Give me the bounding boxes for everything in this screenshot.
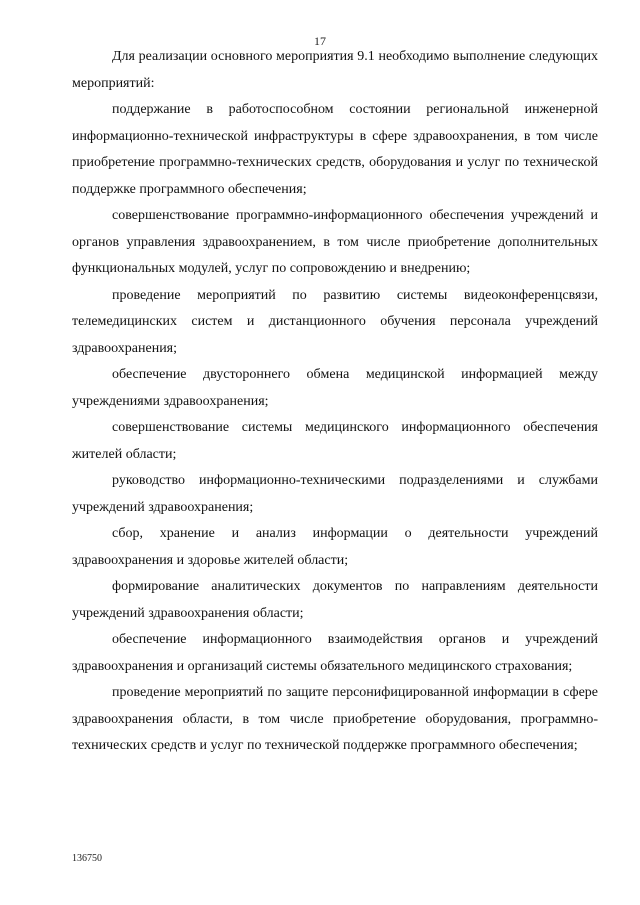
paragraph-item: поддержание в работоспособном состоянии региональной инженерной информационно-технической инфраструктуры в сфере здравоохранения, в том числе приобретение программно-технических средств, оборудования и услуг по технической поддержке программного обеспечения; [72,102,598,197]
document-code: 136750 [72,853,102,864]
paragraph-item: обеспечение двустороннего обмена медицинской информацией между учреждениями здравоохранения; [72,367,598,409]
paragraph-item: проведение мероприятий по развитию системы видеоконференцсвязи, телемедицинских систем и дистанционного обучения персонала учреждений здравоохранения; [72,287,598,356]
document-body [72,44,598,760]
paragraph-item: обеспечение информационного взаимодействия органов и учреждений здравоохранения и организаций системы обязательного медицинского страхования; [72,632,598,674]
paragraph-item: проведение мероприятий по защите персонифицированной информации в сфере здравоохранения области, в том числе приобретение оборудования, программно-технических средств и услуг по технической поддержке программного обеспечения; [72,685,598,753]
paragraph-intro: Для реализации основного мероприятия 9.1 необходимо выполнение следующих мероприятий: [72,49,598,91]
paragraph-item: руководство информационно-техническими подразделениями и службами учреждений здравоохранения; [72,473,598,515]
paragraph-item: сбор, хранение и анализ информации о деятельности учреждений здравоохранения и здоровье жителей области; [72,526,598,568]
page-number: 17 [314,34,326,48]
paragraph-item: совершенствование программно-информационного обеспечения учреждений и органов управления здравоохранением, в том числе приобретение дополнительных функциональных модулей, услуг по сопровождению и внедрению; [72,208,598,276]
paragraph-item: совершенствование системы медицинского информационного обеспечения жителей области; [72,420,598,462]
paragraph-item: формирование аналитических документов по направлениям деятельности учреждений здравоохранения области; [72,579,598,621]
